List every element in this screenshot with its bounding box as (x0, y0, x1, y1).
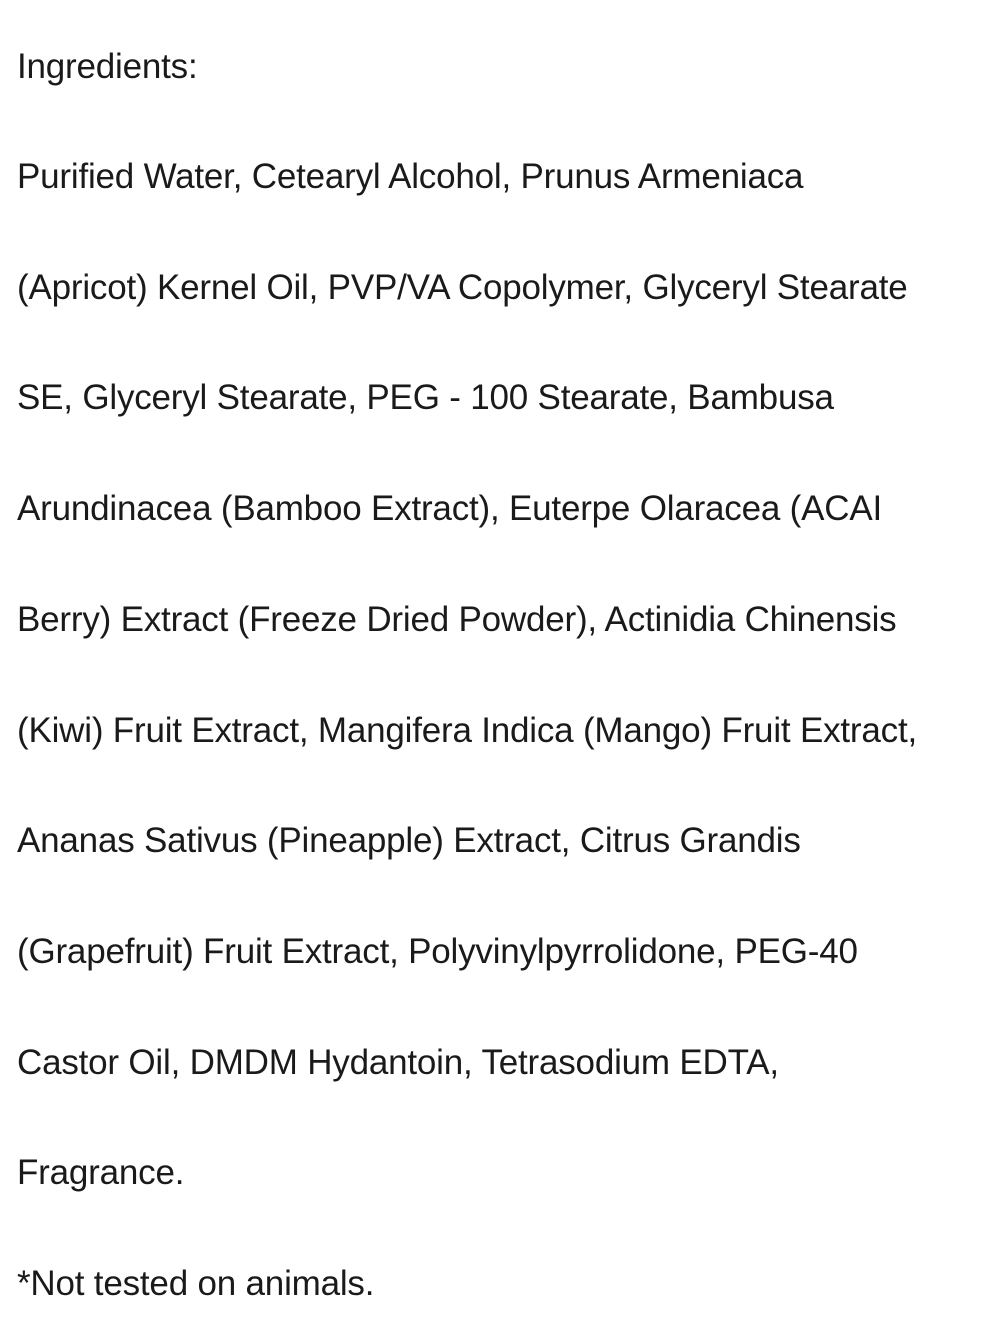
ingredient-line: (Kiwi) Fruit Extract, Mangifera Indica (Mango) Fruit Extract, (17, 711, 917, 750)
ingredient-line: Fragrance. (17, 1153, 185, 1192)
ingredient-line: Castor Oil, DMDM Hydantoin, Tetrasodium EDTA, (17, 1043, 779, 1082)
ingredient-line: Berry) Extract (Freeze Dried Powder), Actinidia Chinensis (17, 600, 897, 639)
ingredient-line: (Grapefruit) Fruit Extract, Polyvinylpyrrolidone, PEG-40 (17, 932, 858, 971)
ingredient-line: SE, Glyceryl Stearate, PEG - 100 Stearate, Bambusa (17, 378, 834, 417)
ingredient-line: Arundinacea (Bamboo Extract), Euterpe Olaracea (ACAI (17, 489, 883, 528)
ingredients-heading: Ingredients: (17, 47, 198, 86)
ingredient-line: (Apricot) Kernel Oil, PVP/VA Copolymer, Glyceryl Stearate (17, 268, 908, 307)
ingredient-line: Purified Water, Cetearyl Alcohol, Prunus Armeniaca (17, 157, 804, 196)
ingredient-line: Ananas Sativus (Pineapple) Extract, Citrus Grandis (17, 821, 801, 860)
animal-testing-footnote: *Not tested on animals. (17, 1264, 375, 1303)
